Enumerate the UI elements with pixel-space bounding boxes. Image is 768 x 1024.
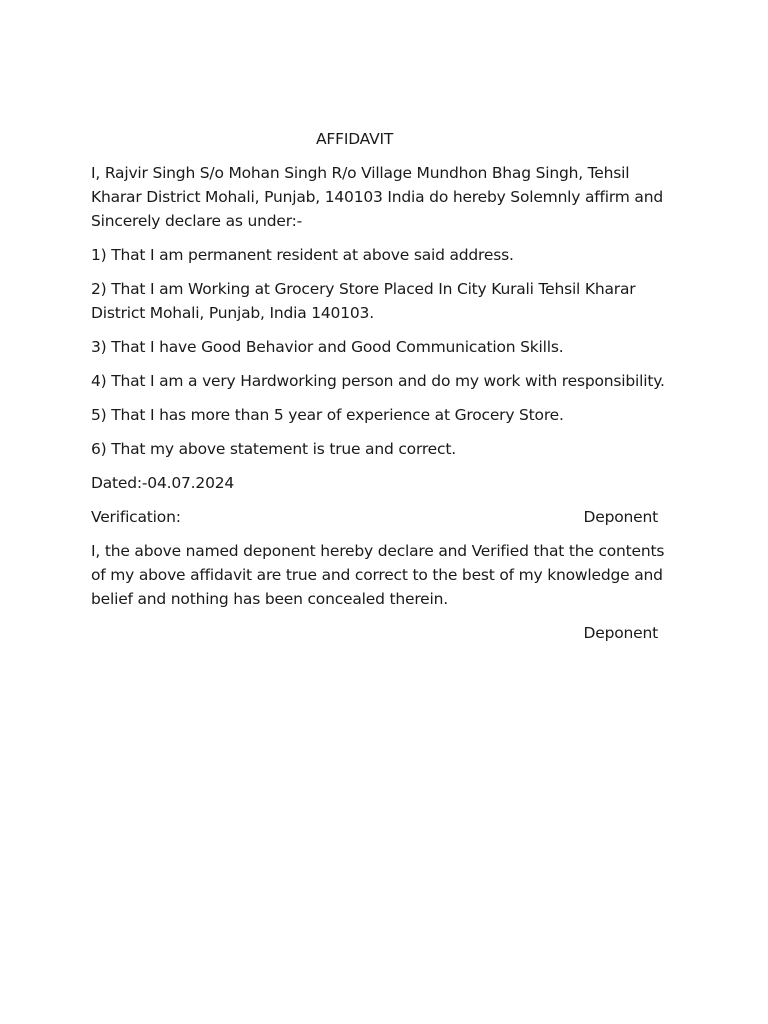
statement-2: 2) That I am Working at Grocery Store Placed In City Kurali Tehsil Kharar District Mohali, Punjab, India 140103.	[91, 280, 636, 322]
affidavit-body	[91, 127, 681, 645]
statement-1: 1) That I am permanent resident at above said address.	[91, 246, 514, 264]
verification-label: Verification:	[91, 508, 181, 526]
verification-row	[91, 505, 658, 529]
intro-paragraph: I, Rajvir Singh S/o Mohan Singh R/o Village Mundhon Bhag Singh, Tehsil Kharar District Mohali, Punjab, 140103 India do hereby Solemnly affirm and Sincerely declare as under:-	[91, 164, 663, 230]
verification-paragraph: I, the above named deponent hereby declare and Verified that the contents of my above affidavit are true and correct to the best of my knowledge and belief and nothing has been concealed therein.	[91, 542, 665, 608]
statement-3: 3) That I have Good Behavior and Good Communication Skills.	[91, 338, 564, 356]
statement-6: 6) That my above statement is true and correct.	[91, 440, 456, 458]
statement-4: 4) That I am a very Hardworking person and do my work with responsibility.	[91, 372, 665, 390]
statement-5: 5) That I has more than 5 year of experience at Grocery Store.	[91, 406, 564, 424]
deponent-signature-label: Deponent	[583, 624, 658, 642]
document-title: AFFIDAVIT	[316, 130, 394, 148]
deponent-label: Deponent	[583, 508, 658, 526]
dated-line: Dated:-04.07.2024	[91, 474, 235, 492]
